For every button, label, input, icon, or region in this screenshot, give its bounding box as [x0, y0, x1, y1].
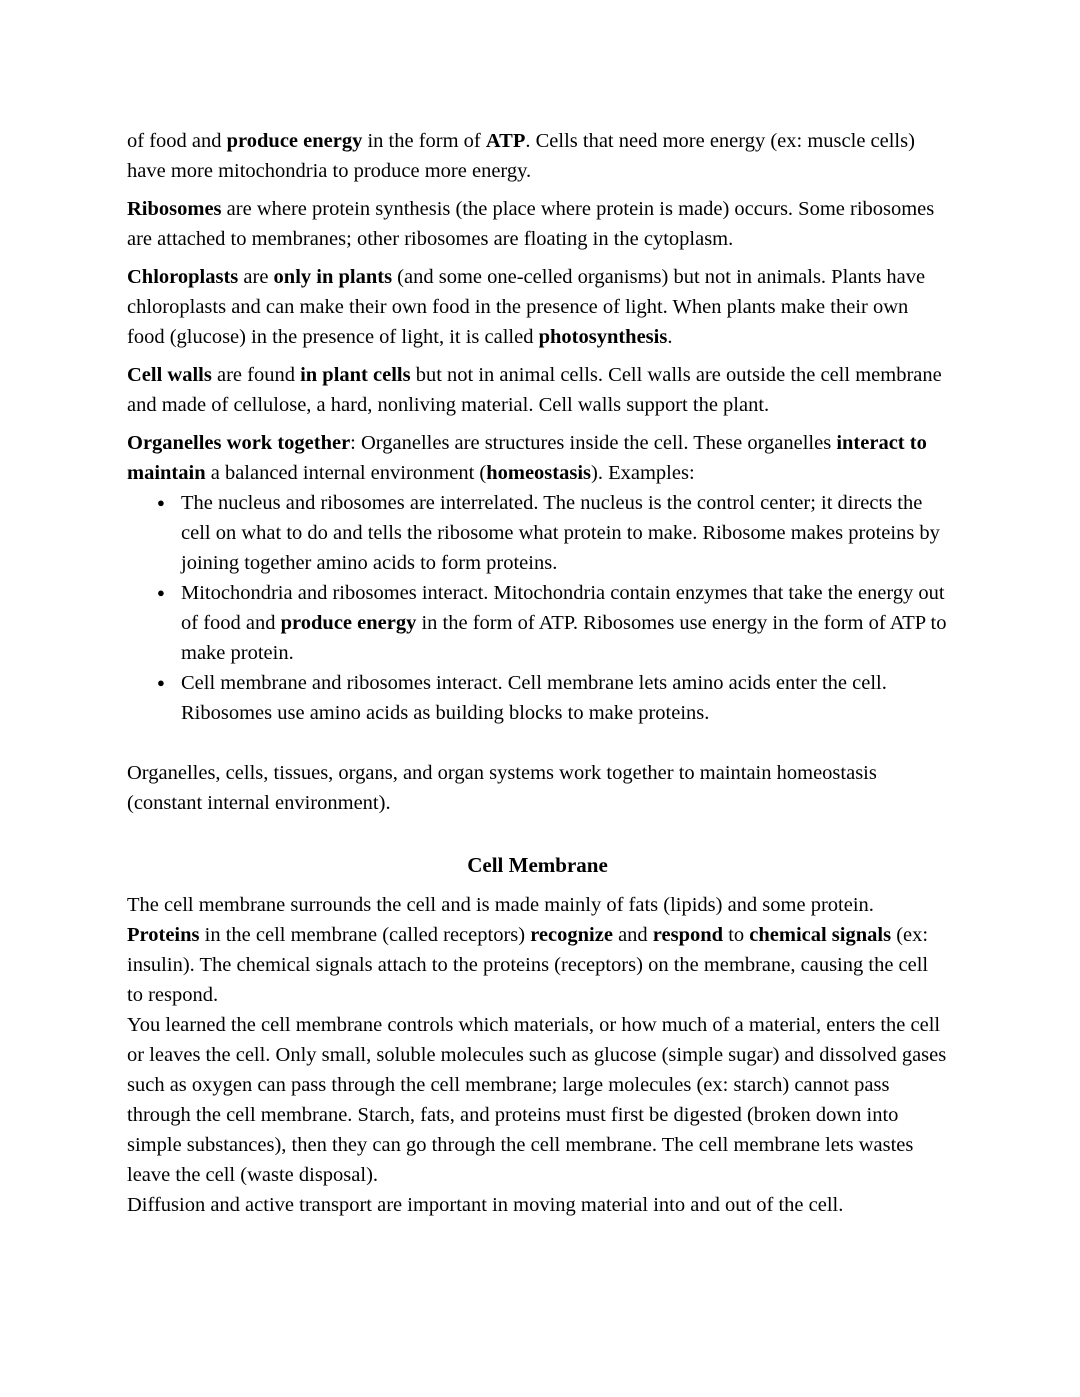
text-run: are where protein synthesis (the place where protein is made) occurs. Some ribosomes are attached to membranes; other ribosomes are floating in the cytoplasm. [127, 198, 935, 250]
bullet-icon: ● [157, 675, 165, 690]
text-run: in the cell membrane (called receptors) [199, 924, 531, 946]
list-item [127, 578, 948, 668]
text-run: Cell Membrane [467, 853, 608, 877]
text-run: You learned the cell membrane controls which materials, or how much of a material, enters the cell or leaves the cell. Only small, soluble molecules such as glucose (simple sugar) and dissolved gases such as oxygen can pass through the cell membrane; large molecules (ex: starch) cannot pass through the cell membrane. Starch, fats, and proteins must first be digested (broken down into simple substances), then they can go through the cell membrane. The cell membrane lets wastes leave the cell (waste disposal). [127, 1014, 947, 1186]
document-content [127, 126, 948, 1220]
list-item [127, 488, 948, 578]
text-run: interact to maintain [127, 432, 927, 484]
text-run: respond [652, 924, 724, 946]
text-run: chemical signals [749, 924, 892, 946]
text-run: are [238, 266, 274, 288]
bullet-icon: ● [157, 585, 165, 600]
paragraph [127, 1190, 948, 1220]
text-run: only in plants [273, 266, 393, 288]
text-run: to [723, 924, 750, 946]
paragraph [127, 126, 948, 186]
text-run: Mitochondria and ribosomes interact. Mitochondria contain enzymes that take the energy out of food and [181, 582, 945, 634]
text-run: Chloroplasts [127, 266, 239, 288]
text-run: Organelles work together [127, 432, 351, 454]
text-run: : Organelles are structures inside the cell. These organelles [350, 432, 837, 454]
paragraph [127, 360, 948, 420]
paragraph [127, 758, 948, 818]
text-run: . Cells that need more energy (ex: muscle cells) have more mitochondria to produce more energy. [127, 130, 915, 182]
text-run: photosynthesis [538, 326, 668, 348]
text-run: The nucleus and ribosomes are interrelated. The nucleus is the control center; it directs the cell on what to do and tells the ribosome what protein to make. Ribosome makes proteins by joining together amino acids to form proteins. [181, 492, 940, 574]
text-run: recognize [530, 924, 613, 946]
bullet-list [127, 488, 948, 728]
bullet-icon: ● [157, 495, 165, 510]
text-run: produce energy [280, 612, 417, 634]
section-heading [127, 850, 948, 880]
paragraph [127, 428, 948, 488]
paragraph [127, 194, 948, 254]
list-item [127, 668, 948, 728]
paragraph [127, 1010, 948, 1190]
text-run: homeostasis [486, 462, 592, 484]
text-run: . [667, 326, 673, 348]
text-run: ATP [485, 130, 526, 152]
text-run: but not in animal cells. Cell walls are outside the cell membrane and made of cellulose, a hard, nonliving material. Cell walls support the plant. [127, 364, 942, 416]
text-run: Proteins [127, 924, 200, 946]
text-run: ). Examples: [591, 462, 695, 484]
text-run: The cell membrane surrounds the cell and is made mainly of fats (lipids) and some protein. [127, 894, 874, 916]
text-run: Cell membrane and ribosomes interact. Cell membrane lets amino acids enter the cell. Ribosomes use amino acids as building blocks to make proteins. [181, 672, 887, 724]
text-run: Diffusion and active transport are important in moving material into and out of the cell. [127, 1194, 844, 1216]
text-run: (ex: insulin). The chemical signals attach to the proteins (receptors) on the membrane, causing the cell to respond. [127, 924, 929, 1006]
text-run: a balanced internal environment ( [205, 462, 487, 484]
text-run: (and some one-celled organisms) but not in animals. Plants have chloroplasts and can make their own food in the presence of light. When plants make their own food (glucose) in the presence of light, it is called [127, 266, 926, 348]
text-run: and [612, 924, 653, 946]
text-run: Cell walls [127, 364, 212, 386]
text-run: produce energy [226, 130, 363, 152]
text-run: in the form of ATP. Ribosomes use energy in the form of ATP to make protein. [181, 612, 947, 664]
paragraph [127, 890, 948, 1010]
paragraph [127, 262, 948, 352]
text-run: Ribosomes [127, 198, 222, 220]
text-run: in the form of [362, 130, 486, 152]
text-run: are found [211, 364, 301, 386]
text-run: in plant cells [300, 364, 411, 386]
text-run: Organelles, cells, tissues, organs, and organ systems work together to maintain homeostasis (constant internal environment). [127, 762, 877, 814]
text-run: of food and [127, 130, 227, 152]
